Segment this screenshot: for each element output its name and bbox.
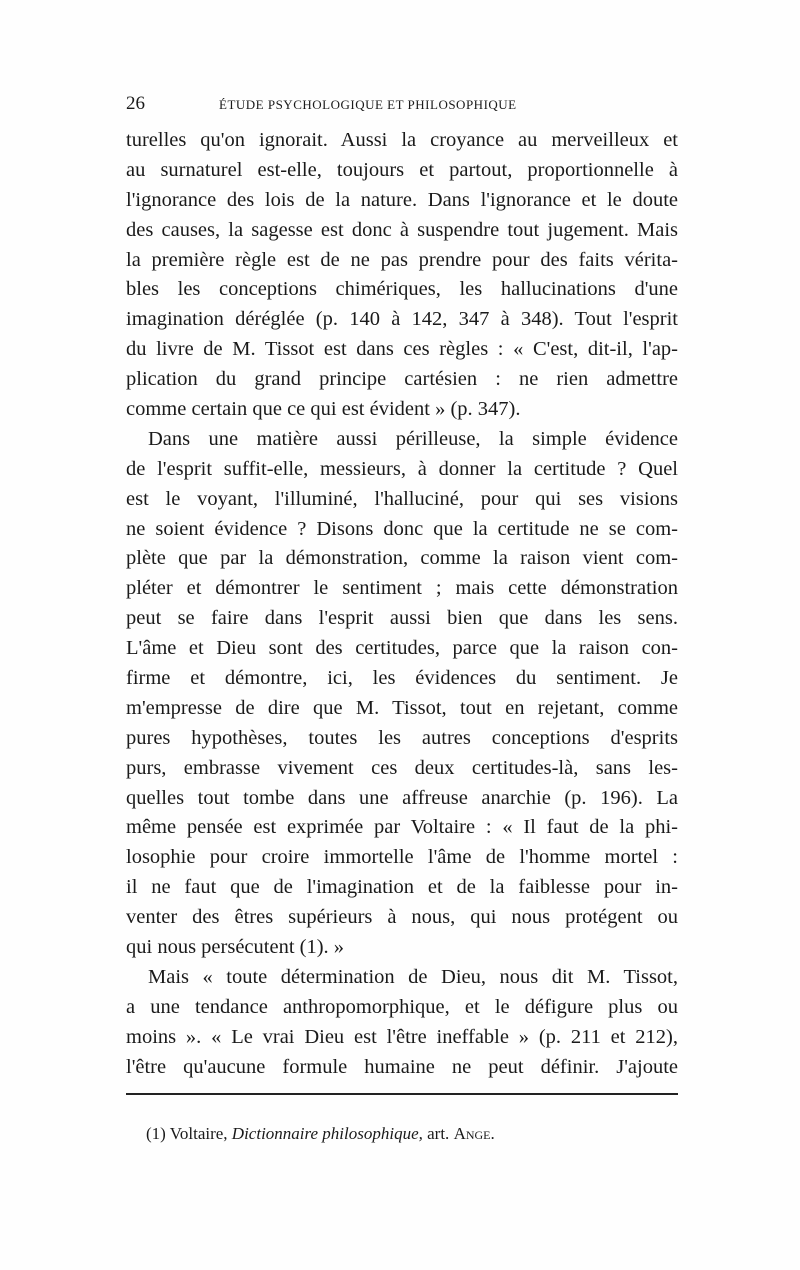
- footnote-marker: (1): [146, 1124, 166, 1143]
- text-line: quelles tout tombe dans une affreuse anarchie (p. 196). La: [126, 786, 678, 809]
- text-line: m'empresse de dire que M. Tissot, tout en rejetant, comme: [126, 696, 678, 719]
- text-line: imagination déréglée (p. 140 à 142, 347 à 348). Tout l'esprit: [126, 308, 678, 331]
- text-line: l'ignorance des lois de la nature. Dans l'ignorance et le doute: [126, 188, 678, 211]
- footnote-entry: Ange.: [453, 1124, 495, 1143]
- text-line: comme certain que ce qui est évident » (p. 347).: [126, 398, 521, 421]
- text-line: est le voyant, l'illuminé, l'halluciné, pour qui ses visions: [126, 487, 678, 510]
- text-line: pures hypothèses, toutes les autres conceptions d'esprits: [126, 726, 678, 749]
- text-line: turelles qu'on ignorait. Aussi la croyance au merveilleux et: [126, 129, 678, 151]
- footnote: [146, 1124, 678, 1144]
- text-line: venter des êtres supérieurs à nous, qui nous protégent ou: [126, 906, 678, 929]
- text-line: losophie pour croire immortelle l'âme de l'homme mortel :: [126, 846, 678, 869]
- footnote-work-title: Dictionnaire philosophique,: [231, 1124, 423, 1143]
- footnote-ref: art.: [427, 1124, 450, 1143]
- text-line: firme et démontre, ici, les évidences du sentiment. Je: [126, 667, 678, 690]
- text-line: pléter et démontrer le sentiment ; mais cette démonstration: [126, 577, 678, 600]
- text-line: la première règle est de ne pas prendre pour des faits vérita-: [126, 248, 678, 271]
- footnote-author: Voltaire,: [169, 1124, 228, 1143]
- text-line: peut se faire dans l'esprit aussi bien que dans les sens.: [126, 607, 678, 630]
- text-line: purs, embrasse vivement ces deux certitudes-là, sans les-: [126, 756, 678, 779]
- text-line: au surnaturel est-elle, toujours et partout, proportionnelle à: [126, 158, 678, 181]
- text-line: ne soient évidence ? Disons donc que la certitude ne se com-: [126, 517, 678, 540]
- text-line: même pensée est exprimée par Voltaire : « Il faut de la phi-: [126, 816, 678, 839]
- text-line: plication du grand principe cartésien : ne rien admettre: [126, 368, 678, 391]
- text-line: bles les conceptions chimériques, les hallucinations d'une: [126, 278, 678, 301]
- footnote-divider: [126, 1093, 678, 1095]
- body-text: [126, 126, 678, 1083]
- text-line: l'être qu'aucune formule humaine ne peut définir. J'ajoute: [126, 1055, 678, 1078]
- text-line: a une tendance anthropomorphique, et le défigure plus ou: [126, 995, 678, 1018]
- text-line: L'âme et Dieu sont des certitudes, parce que la raison con-: [126, 637, 678, 660]
- text-line: il ne faut que de l'imagination et de la faiblesse pour in-: [126, 876, 678, 899]
- text-line: du livre de M. Tissot est dans ces règles : « C'est, dit-il, l'ap-: [126, 338, 678, 361]
- text-line: moins ». « Le vrai Dieu est l'être ineffable » (p. 211 et 212),: [126, 1025, 678, 1048]
- text-line: de l'esprit suffit-elle, messieurs, à donner la certitude ? Quel: [126, 457, 678, 480]
- text-line: Dans une matière aussi périlleuse, la simple évidence: [148, 427, 678, 450]
- text-line: Mais « toute détermination de Dieu, nous dit M. Tissot,: [148, 965, 678, 988]
- page-number: 26: [126, 93, 145, 114]
- page-header: [126, 93, 678, 117]
- running-head: ÉTUDE PSYCHOLOGIQUE ET PHILOSOPHIQUE: [219, 97, 517, 112]
- text-line: qui nous persécutent (1). »: [126, 936, 345, 959]
- text-line: des causes, la sagesse est donc à suspendre tout jugement. Mais: [126, 218, 678, 241]
- text-line: plète que par la démonstration, comme la raison vient com-: [126, 547, 678, 570]
